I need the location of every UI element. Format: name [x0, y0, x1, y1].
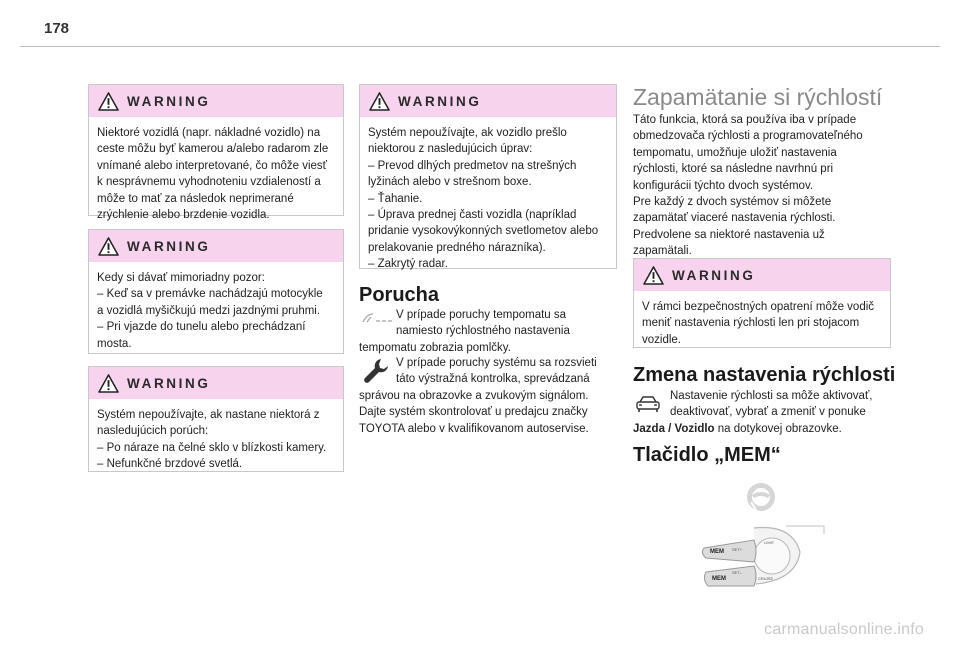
stalk-label-limit: LIMIT — [764, 540, 775, 545]
text-line: Systém nepoužívajte, ak vozidlo prešlo — [368, 127, 567, 139]
zmena-paragraph — [633, 388, 893, 437]
stalk-label-set-plus: SET+ — [732, 547, 743, 552]
stalk-label-mem-bottom: MEM — [712, 576, 726, 582]
text-line: Pre každý z dvoch systémov si môžete — [633, 196, 832, 209]
text-line: a vozidlá myšičkujú medzi jazdnými pruhmi. — [97, 304, 321, 317]
text-line: Systém nepoužívajte, ak nastane niektorá z — [97, 409, 320, 421]
warning-header — [634, 259, 890, 291]
warning-text — [360, 117, 616, 281]
text-line: správou na obrazovke a zvukovým signálom. — [359, 389, 589, 402]
text-line: – Ťahanie. — [368, 192, 423, 205]
warning-box-4 — [359, 84, 617, 269]
warning-title: WARNING — [127, 238, 211, 254]
text-line: obmedzovača rýchlosti a programovateľného — [633, 130, 863, 143]
warning-title: WARNING — [672, 267, 756, 283]
warning-triangle-icon — [98, 92, 119, 111]
text-line: niektorou z nasledujúcich úprav: — [368, 143, 533, 156]
warning-triangle-icon — [98, 237, 119, 256]
warning-triangle-icon — [643, 266, 664, 285]
warning-triangle-icon — [369, 92, 390, 111]
text-line: – Úprava prednej časti vozidla (napríklad — [368, 209, 577, 222]
menu-path: Jazda / Vozidlo — [633, 422, 715, 435]
warning-triangle-icon — [98, 374, 119, 393]
text-line: lyžinách alebo v strešnom boxe. — [368, 176, 532, 189]
warning-box-5 — [633, 258, 891, 348]
text-line: Kedy si dávať mimoriadny pozor: — [97, 272, 265, 284]
text-line: V prípade poruchy tempomatu sa — [396, 309, 567, 321]
warning-title: WARNING — [127, 93, 211, 109]
text-line: meniť nastavenia rýchlosti len pri stojacom — [642, 317, 860, 330]
stalk-label-set-minus: SET– — [732, 570, 743, 575]
warning-box-2 — [88, 229, 344, 354]
text-line: ceste môžu byť kamerou a/alebo radarom zle — [97, 143, 329, 156]
text-line: – Pri vjazde do tunelu alebo prechádzaní — [97, 321, 306, 334]
text-line: namiesto rýchlostného nastavenia — [396, 325, 570, 338]
warning-text — [89, 117, 343, 231]
text-line: V rámci bezpečnostných opatrení môže vodič — [642, 301, 875, 313]
text-line: – Keď sa v premávke nachádzajú motocykle — [97, 288, 323, 301]
warning-header — [89, 230, 343, 262]
text-line: tempomatu, umožňuje uložiť nastavenia — [633, 146, 837, 159]
text-line: tempomatu zobrazia pomlčky. — [359, 341, 511, 354]
text-line: V prípade poruchy systému sa rozsvieti — [396, 357, 597, 369]
page-number: 178 — [44, 20, 70, 37]
text-line: Dajte systém skontrolovať u predajcu značky — [359, 406, 588, 419]
text-line: Predvolene sa niektoré nastavenia už — [633, 228, 825, 241]
warning-text — [634, 291, 890, 356]
cruise-control-stalk-illustration — [696, 522, 830, 594]
stalk-label-mem-top: MEM — [710, 549, 724, 555]
text-line: Táto funkcia, ktorá sa používa iba v prípade — [633, 114, 857, 126]
text-line: – Prevod dlhých predmetov na strešných — [368, 159, 577, 172]
text-line: deaktivovať, vybrať a zmeniť v ponuke — [670, 406, 866, 419]
text-line: zapamätali. — [633, 245, 692, 258]
text-line: môže to mať za následok neprimerané — [97, 192, 294, 205]
text-line: Nastavenie rýchlosti sa môže aktivovať, — [670, 390, 873, 402]
text-line: Niektoré vozidlá (napr. nákladné vozidlo) na — [97, 127, 321, 139]
warning-header — [89, 85, 343, 117]
warning-header — [360, 85, 616, 117]
text-line: TOYOTA alebo v kvalifikovanom autoservise. — [359, 422, 589, 435]
text-line: táto výstražná kontrolka, sprevádzaná — [396, 373, 590, 386]
warning-box-1 — [88, 84, 344, 222]
text-line: zapamätať viaceré nastavenia rýchlosti. — [633, 212, 836, 225]
section-title: Zapamätanie si rýchlostí — [633, 84, 883, 110]
text-line: – Po náraze na čelné sklo v blízkosti kamery. — [97, 441, 327, 454]
text-line — [633, 421, 893, 437]
top-rule — [20, 46, 940, 47]
text-line: k nesprávnemu vyhodnoteniu vzdialeností a — [97, 176, 321, 189]
text-line: pridanie vysokovýkonných svetlometov alebo — [368, 225, 599, 238]
warning-box-3 — [88, 366, 344, 472]
text-line: vozidle. — [642, 333, 681, 346]
text-line: – Zakrytý radar. — [368, 258, 448, 271]
steering-wheel-icon — [744, 480, 778, 514]
warning-header — [89, 367, 343, 399]
text-line: vnímané alebo interpretované, čo môže viesť — [97, 159, 327, 172]
text-line: rýchlosti, ktoré sa následne navrhnú pri — [633, 163, 834, 176]
section-heading-mem: Tlačidlo „MEM“ — [633, 444, 781, 466]
text-line: zrýchlenie alebo brzdenie vozidla. — [97, 209, 270, 222]
porucha-paragraph-2 — [359, 355, 619, 437]
stalk-label-cruise: CRUISE — [758, 576, 774, 581]
text-line: mosta. — [97, 337, 132, 350]
section-heading-zmena: Zmena nastavenia rýchlosti — [633, 364, 896, 386]
warning-text — [89, 262, 343, 360]
intro-paragraph — [633, 112, 893, 260]
text-line: nasledujúcich porúch: — [97, 425, 209, 438]
text-fragment: na dotykovej obrazovke. — [714, 422, 842, 435]
warning-title: WARNING — [127, 375, 211, 391]
warning-title: WARNING — [398, 93, 482, 109]
porucha-paragraph-1 — [359, 307, 619, 356]
section-heading-porucha: Porucha — [359, 284, 440, 306]
watermark: carmanualsonline.info — [764, 621, 924, 638]
warning-text — [89, 399, 343, 481]
text-line: prelakovanie predného nárazníka). — [368, 241, 546, 254]
text-line: konfigurácii týchto dvoch systémov. — [633, 179, 814, 192]
text-line: – Nefunkčné brzdové svetlá. — [97, 458, 243, 471]
